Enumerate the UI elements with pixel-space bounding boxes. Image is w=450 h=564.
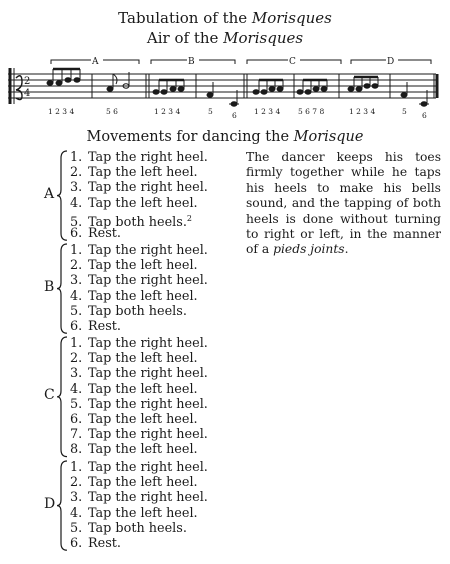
beat-numbers: 1 2 3 4 [349,107,376,116]
music-staff [6,54,446,122]
beat-numbers: 1 2 3 4 [254,107,281,116]
step-item [70,289,208,304]
step-text: Tap the right heel. [88,180,208,196]
step-number: 2. [70,475,83,491]
step-text: Tap the right heel. [88,243,208,258]
step-item [70,521,208,536]
step-number: 4. [70,505,83,521]
step-item [70,258,208,273]
step-item [70,366,208,381]
step-number: 4. [70,288,83,304]
step-number: 5. [70,520,83,536]
step-text: Tap both heels. [88,303,187,319]
step-number: 1. [70,243,83,258]
time-signature-top: 2 [24,76,31,87]
step-number: 3. [70,180,83,196]
step-number: 7. [70,427,83,443]
step-number: 1. [70,336,83,351]
brace-icon [56,460,68,551]
step-item [70,427,208,442]
step-item [70,490,208,505]
step-text: Rest. [88,318,121,334]
step-number: 6. [70,318,83,334]
step-item [70,180,208,195]
note-text: The dancer keeps his toes firmly together while he taps his heels to make his bells sound, and the tapping of both heels is done without turning to right or left, in the manner of a [246,150,441,257]
step-number: 3. [70,273,83,289]
step-item [70,211,208,230]
step-text: Tap the right heel. [88,490,208,506]
step-item [70,412,208,427]
page-title [0,9,450,27]
beat-numbers: 5 6 7 8 [298,107,325,116]
step-text: Tap the left heel. [88,165,198,181]
beat-numbers: 5 6 [106,107,118,116]
notes [47,69,437,106]
subtitle-italic: Morisques [223,29,304,47]
step-item [70,506,208,521]
note-end: . [344,242,349,257]
step-number: 6. [70,411,83,427]
step-item [70,243,208,258]
page-subtitle [0,29,450,47]
step-item [70,351,208,366]
step-text: Tap the left heel. [88,505,198,521]
step-text: Tap both heels. [88,520,187,536]
section-label-d: D [387,57,395,67]
step-item [70,442,208,457]
beat-numbers: 1 2 3 4 [154,107,181,116]
step-item [70,273,208,288]
group-letter: C [44,386,55,403]
title-text: Tabulation of the [118,9,252,27]
note-italic: pieds joints [273,242,345,257]
group-letter: A [44,185,55,202]
step-text: Tap the right heel. [88,460,208,475]
step-number: 5. [70,396,83,412]
brace-icon [56,150,68,241]
brace-icon [56,243,68,334]
step-number: 6. [70,225,83,241]
step-item [70,397,208,412]
step-list [70,336,208,458]
section-label-a: A [92,57,99,67]
movements-heading [0,128,450,146]
step-list [70,150,208,241]
step-number: 1. [70,460,83,475]
step-text: Tap the left heel. [88,381,198,397]
beat-numbers: 5 [208,107,213,116]
title-italic: Morisques [251,9,332,27]
subtitle-text: Air of the [146,29,224,47]
step-list [70,460,208,551]
step-text: Tap the left heel. [88,351,198,367]
step-item [70,460,208,475]
step-number: 4. [70,195,83,211]
step-number: 8. [70,442,83,458]
step-text: Tap both heels. [88,214,187,230]
dancer-note [246,150,441,258]
step-text: Rest. [88,225,121,241]
step-item [70,150,208,165]
step-text: Tap the left heel. [88,442,198,458]
section-label-b: B [188,57,195,67]
step-list [70,243,208,334]
step-number: 3. [70,490,83,506]
heading-italic: Morisque [293,129,364,145]
step-number: 2. [70,165,83,181]
step-item [70,319,208,334]
step-text: Tap the right heel. [88,150,208,165]
step-item [70,165,208,180]
brace-icon [56,336,68,458]
step-text: Tap the left heel. [88,475,198,491]
step-number: 4. [70,381,83,397]
step-number: 1. [70,150,83,165]
step-text: Tap the right heel. [88,273,208,289]
beat-numbers: 6 [232,111,237,120]
step-item [70,196,208,211]
step-text: Tap the left heel. [88,258,198,274]
step-text: Tap the right heel. [88,366,208,382]
step-number: 2. [70,351,83,367]
step-text: Tap the left heel. [88,411,198,427]
time-signature-bottom: 4 [24,88,31,99]
step-text: Tap the right heel. [88,396,208,412]
section-label-c: C [289,57,296,67]
step-item [70,475,208,490]
beat-numbers: 6 [422,111,427,120]
heading-text: Movements for dancing the [86,129,294,145]
step-item [70,336,208,351]
step-item [70,304,208,319]
step-number: 6. [70,535,83,551]
group-letter: D [44,495,56,512]
step-item [70,536,208,551]
step-number: 5. [70,303,83,319]
step-number: 2. [70,258,83,274]
step-number: 3. [70,366,83,382]
step-text: Tap the left heel. [88,288,198,304]
step-text: Tap the right heel. [88,336,208,351]
beat-numbers: 5 [402,107,407,116]
footnote-marker: 2 [186,213,192,223]
beat-numbers: 1 2 3 4 [48,107,75,116]
group-letter: B [44,278,55,295]
step-item [70,382,208,397]
step-text: Rest. [88,535,121,551]
step-text: Tap the right heel. [88,427,208,443]
step-text: Tap the left heel. [88,195,198,211]
step-number: 5. [70,214,83,230]
